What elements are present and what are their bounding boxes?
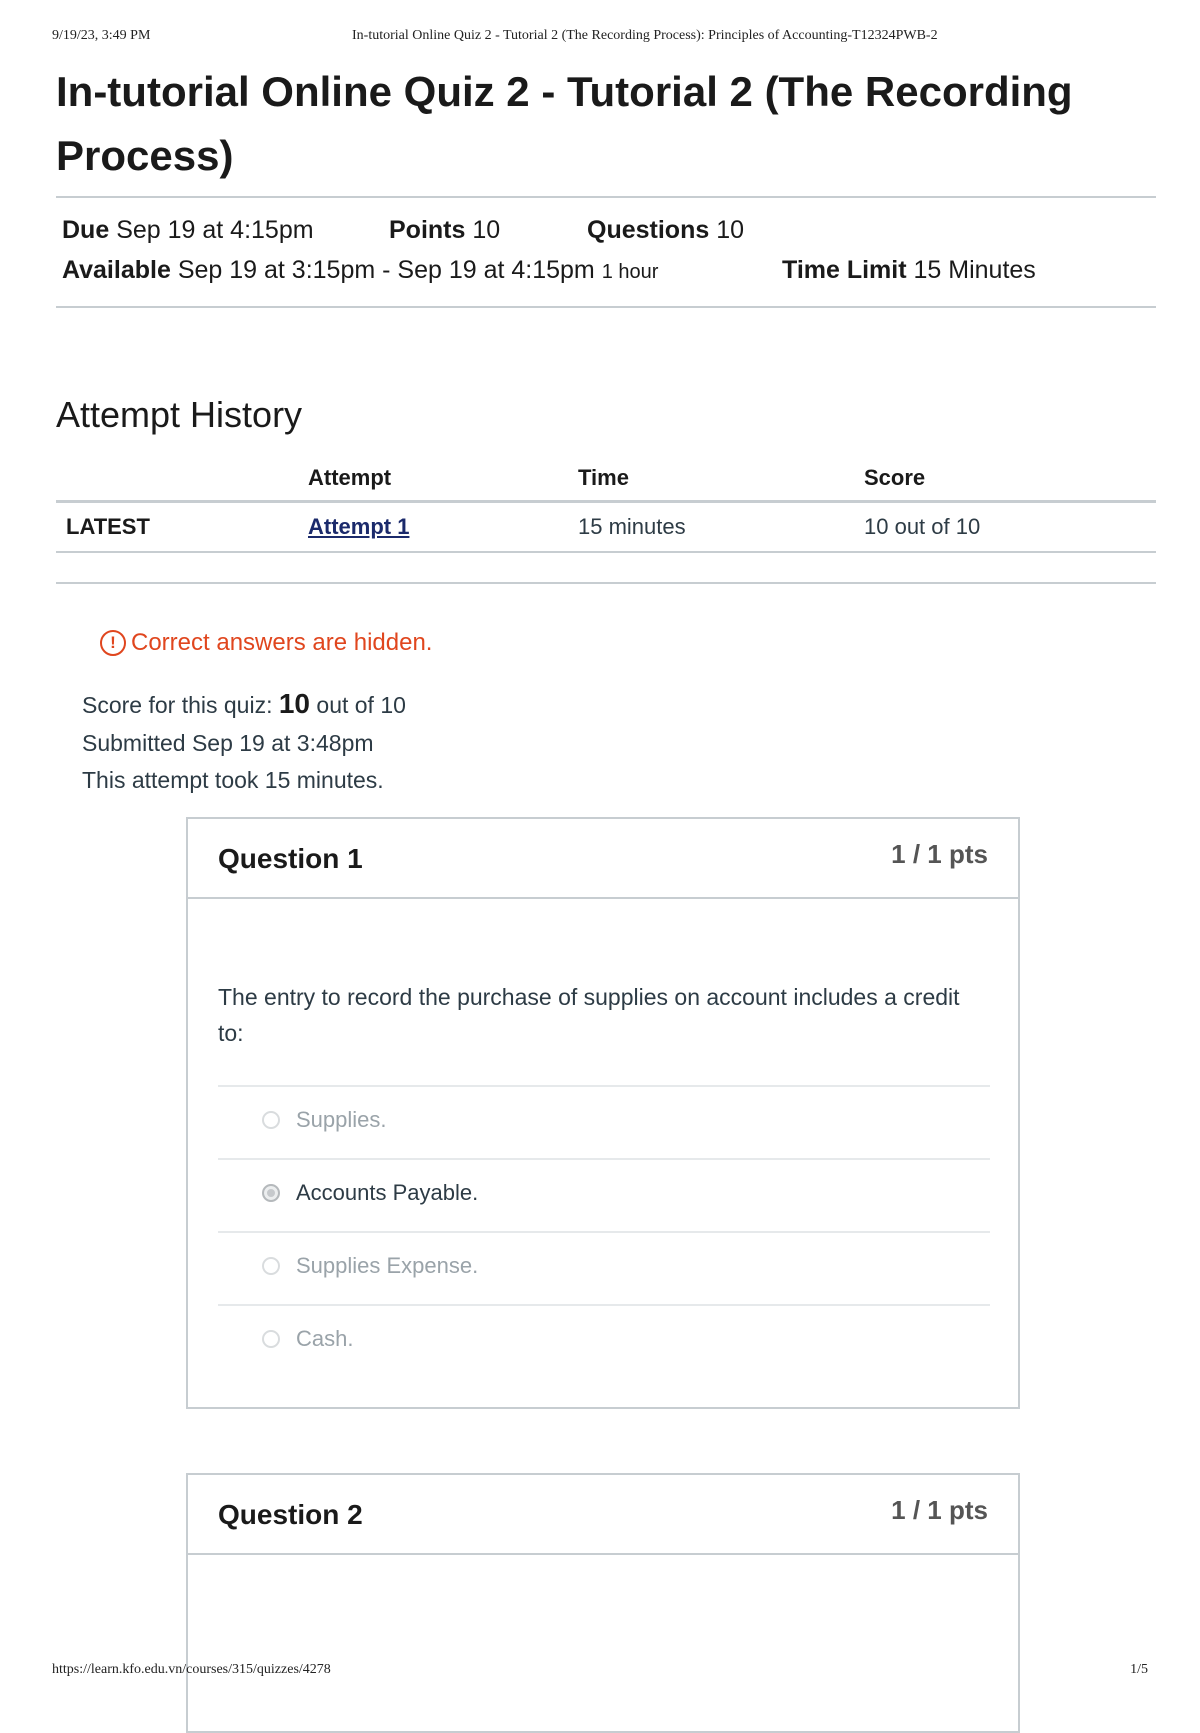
available-label: Available (62, 256, 171, 284)
divider (56, 196, 1156, 198)
radio-button-selected[interactable] (262, 1184, 280, 1202)
radio-button[interactable] (262, 1257, 280, 1275)
due-date (62, 216, 314, 245)
table-row (56, 502, 1156, 553)
question-header (188, 1475, 1018, 1555)
print-date: 9/19/23, 3:49 PM (52, 28, 151, 43)
answer-label: Supplies. (296, 1107, 387, 1132)
question-text: The entry to record the purchase of supplies on account includes a credit to: (218, 984, 960, 1046)
available-value: Sep 19 at 3:15pm - Sep 19 at 4:15pm (177, 256, 595, 284)
due-label: Due (62, 216, 110, 244)
answers-hidden-notice (100, 629, 432, 657)
question-points: 1 / 1 pts (891, 839, 988, 869)
submitted-time: Submitted Sep 19 at 3:48pm (82, 730, 374, 756)
answer-option (218, 1085, 990, 1158)
print-page-title: In-tutorial Online Quiz 2 - Tutorial 2 (The Recording Process): Principles of Accounting-T12324PWB-2 (352, 28, 938, 43)
available-duration: 1 hour (601, 261, 659, 283)
points-label: Points (389, 216, 466, 244)
radio-button[interactable] (262, 1330, 280, 1348)
divider (56, 582, 1156, 584)
answer-option (218, 1304, 990, 1377)
quiz-score (82, 688, 406, 720)
answer-label: Supplies Expense. (296, 1253, 479, 1278)
due-value: Sep 19 at 4:15pm (116, 216, 314, 244)
available-window (62, 256, 658, 285)
question-title: Question 2 (218, 1499, 363, 1530)
score-prefix: Score for this quiz: (82, 692, 273, 718)
column-header-attempt: Attempt (308, 456, 578, 502)
questions-value: 10 (716, 216, 745, 244)
attempt-score: 10 out of 10 (864, 502, 1156, 553)
time-limit-value: 15 Minutes (913, 256, 1036, 284)
warning-icon: ! (100, 630, 126, 656)
column-header-status (56, 456, 308, 502)
answer-label: Accounts Payable. (296, 1180, 479, 1205)
question-points: 1 / 1 pts (891, 1495, 988, 1525)
points (389, 216, 500, 245)
question-title: Question 1 (218, 843, 363, 874)
question-card (186, 817, 1020, 1409)
attempt-link[interactable]: Attempt 1 (308, 514, 410, 539)
score-suffix: out of 10 (316, 692, 406, 718)
print-header (52, 28, 1148, 48)
table-header-row (56, 456, 1156, 502)
answers-hidden-text: Correct answers are hidden. (131, 629, 433, 656)
radio-button[interactable] (262, 1111, 280, 1129)
points-value: 10 (472, 216, 501, 244)
question-header (188, 819, 1018, 899)
time-limit (782, 256, 1036, 285)
column-header-score: Score (864, 456, 1156, 502)
answer-option (218, 1158, 990, 1231)
print-url: https://learn.kfo.edu.vn/courses/315/quizzes/4278 (52, 1662, 331, 1677)
question-card (186, 1473, 1020, 1733)
page-title: In-tutorial Online Quiz 2 - Tutorial 2 (The Recording Process) (56, 68, 1073, 179)
score-value: 10 (278, 688, 311, 719)
attempt-status: LATEST (56, 502, 308, 553)
answer-label: Cash. (296, 1326, 354, 1351)
column-header-time: Time (578, 456, 864, 502)
answer-option (218, 1231, 990, 1304)
time-limit-label: Time Limit (782, 256, 907, 284)
print-footer (52, 1662, 1148, 1682)
questions-count (587, 216, 744, 245)
answer-list (218, 1085, 990, 1377)
print-page-number: 1/5 (1130, 1662, 1148, 1677)
attempt-time: 15 minutes (578, 502, 864, 553)
questions-label: Questions (587, 216, 710, 244)
attempt-duration: This attempt took 15 minutes. (82, 767, 384, 793)
attempt-history-heading: Attempt History (56, 394, 303, 435)
attempt-history-table (56, 456, 1156, 553)
divider (56, 306, 1156, 308)
